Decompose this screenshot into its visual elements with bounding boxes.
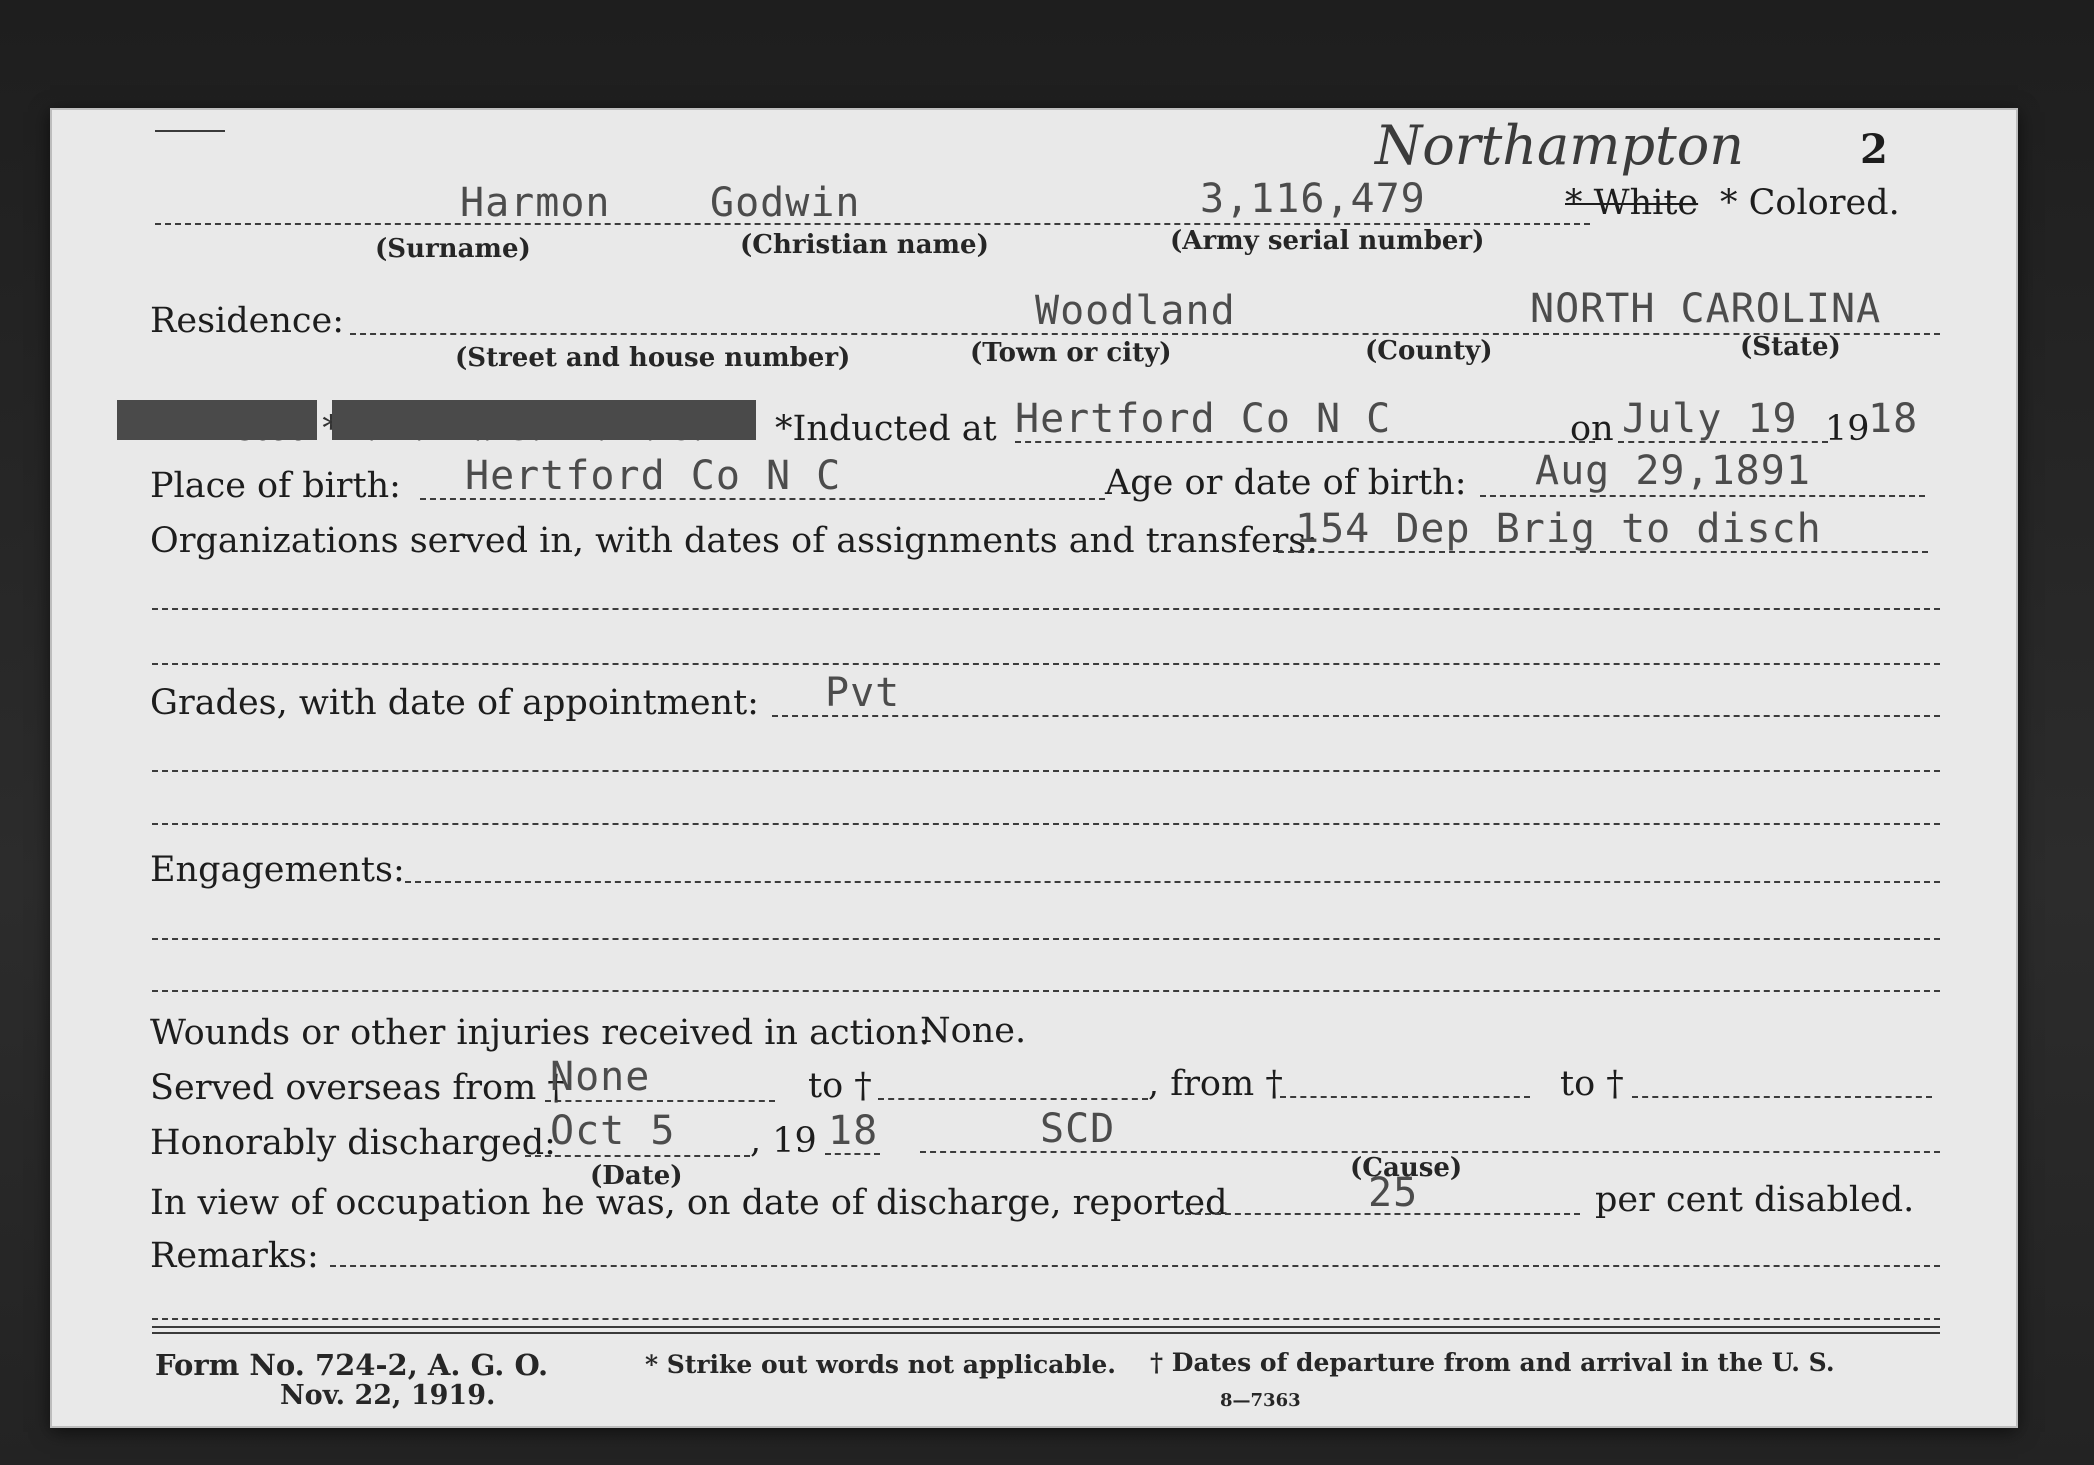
- place-of-birth-value: Hertford Co N C: [465, 453, 842, 499]
- discharge-year-prefix: , 19: [750, 1121, 817, 1161]
- discharge-date-value: Oct 5: [550, 1108, 676, 1154]
- remarks-line-2: [152, 1318, 1940, 1320]
- disability-label: In view of occupation he was, on date of discharge, reported: [150, 1183, 1228, 1223]
- grades-line-3: [152, 823, 1940, 825]
- disability-suffix: per cent disabled.: [1595, 1180, 1915, 1220]
- residence-town-value: Woodland: [1035, 288, 1236, 334]
- organizations-line-3: [152, 663, 1940, 665]
- overseas-to2-line: [1632, 1096, 1932, 1098]
- organizations-line-2: [152, 608, 1940, 610]
- birth-date-line: [1480, 495, 1925, 497]
- organizations-value: 154 Dep Brig to disch: [1295, 506, 1822, 552]
- discharge-cause-value: SCD: [1040, 1106, 1116, 1152]
- caption-date: (Date): [590, 1161, 683, 1191]
- caption-surname: (Surname): [375, 234, 531, 264]
- overseas-from-line: [545, 1100, 775, 1102]
- remarks-line-1: [330, 1265, 1940, 1267]
- overseas-to-line: [878, 1098, 1148, 1100]
- christian-name-value: Godwin: [710, 180, 861, 226]
- caption-army-serial: (Army serial number): [1170, 226, 1485, 256]
- overseas-to-label: to †: [808, 1066, 872, 1106]
- surname-value: Harmon: [460, 180, 611, 226]
- redaction-mark-2: [332, 400, 756, 440]
- birth-date-value: Aug 29,1891: [1535, 448, 1811, 494]
- caption-street: (Street and house number): [455, 343, 851, 373]
- inducted-year-value: 18: [1868, 396, 1919, 442]
- residence-label: Residence:: [150, 301, 344, 341]
- top-rule: [155, 130, 225, 132]
- handwritten-county: Northampton: [1375, 114, 1745, 177]
- army-serial-value: 3,116,479: [1200, 176, 1426, 222]
- engagements-line-3: [152, 990, 1940, 992]
- overseas-from2-line: [1280, 1096, 1530, 1098]
- remarks-label: Remarks:: [150, 1236, 319, 1276]
- grades-line-2: [152, 770, 1940, 772]
- race-white-label: * White: [1565, 183, 1699, 223]
- organizations-label: Organizations served in, with dates of assignments and transfers:: [150, 521, 1319, 561]
- strike-note: * Strike out words not applicable.: [645, 1350, 1116, 1379]
- inducted-date-value: July 19: [1622, 396, 1798, 442]
- bottom-rule-2: [152, 1332, 1940, 1334]
- form-number: Form No. 724-2, A. G. O.: [155, 1348, 549, 1382]
- dates-note: † Dates of departure from and arrival in the U. S.: [1150, 1348, 1835, 1377]
- residence-state-value: NORTH CAROLINA: [1530, 286, 1882, 332]
- form-date: Nov. 22, 1919.: [280, 1380, 496, 1411]
- caption-christian-name: (Christian name): [740, 230, 989, 260]
- discharge-year-value: 18: [828, 1108, 879, 1154]
- race-colored-label: * Colored.: [1720, 183, 1900, 223]
- inducted-at-label: *Inducted at: [775, 409, 997, 449]
- wounds-value: None.: [920, 1011, 1027, 1051]
- grades-value: Pvt: [825, 670, 901, 716]
- overseas-from2-label: , from †: [1148, 1064, 1283, 1104]
- caption-state: (State): [1740, 332, 1841, 362]
- inducted-year-prefix: 19: [1825, 409, 1870, 449]
- grades-label: Grades, with date of appointment:: [150, 683, 759, 723]
- inducted-place-value: Hertford Co N C: [1015, 396, 1392, 442]
- print-code: 8—7363: [1220, 1390, 1301, 1411]
- age-label: Age or date of birth:: [1105, 463, 1467, 503]
- place-of-birth-label: Place of birth:: [150, 466, 401, 506]
- caption-cause: (Cause): [1350, 1153, 1463, 1183]
- redaction-mark-1: [117, 400, 317, 440]
- engagements-line-2: [152, 938, 1940, 940]
- name-line: [155, 223, 1590, 225]
- caption-county: (County): [1365, 336, 1493, 366]
- served-overseas-label: Served overseas from †: [150, 1068, 565, 1108]
- grades-line-1: [772, 715, 1940, 717]
- card-number: 2: [1860, 126, 1888, 173]
- bottom-rule-1: [152, 1326, 1940, 1328]
- engagements-line-1: [405, 881, 1940, 883]
- engagements-label: Engagements:: [150, 850, 405, 890]
- disability-percent-value: 25: [1368, 1170, 1419, 1216]
- discharged-label: Honorably discharged:: [150, 1123, 556, 1163]
- overseas-to2-label: to †: [1560, 1064, 1624, 1104]
- wounds-label: Wounds or other injuries received in action:: [150, 1013, 931, 1053]
- service-record-card: [50, 108, 2018, 1428]
- discharge-date-line: [525, 1155, 750, 1157]
- overseas-from-value: None: [550, 1054, 651, 1100]
- caption-town: (Town or city): [970, 338, 1172, 368]
- on-label: on: [1570, 409, 1614, 449]
